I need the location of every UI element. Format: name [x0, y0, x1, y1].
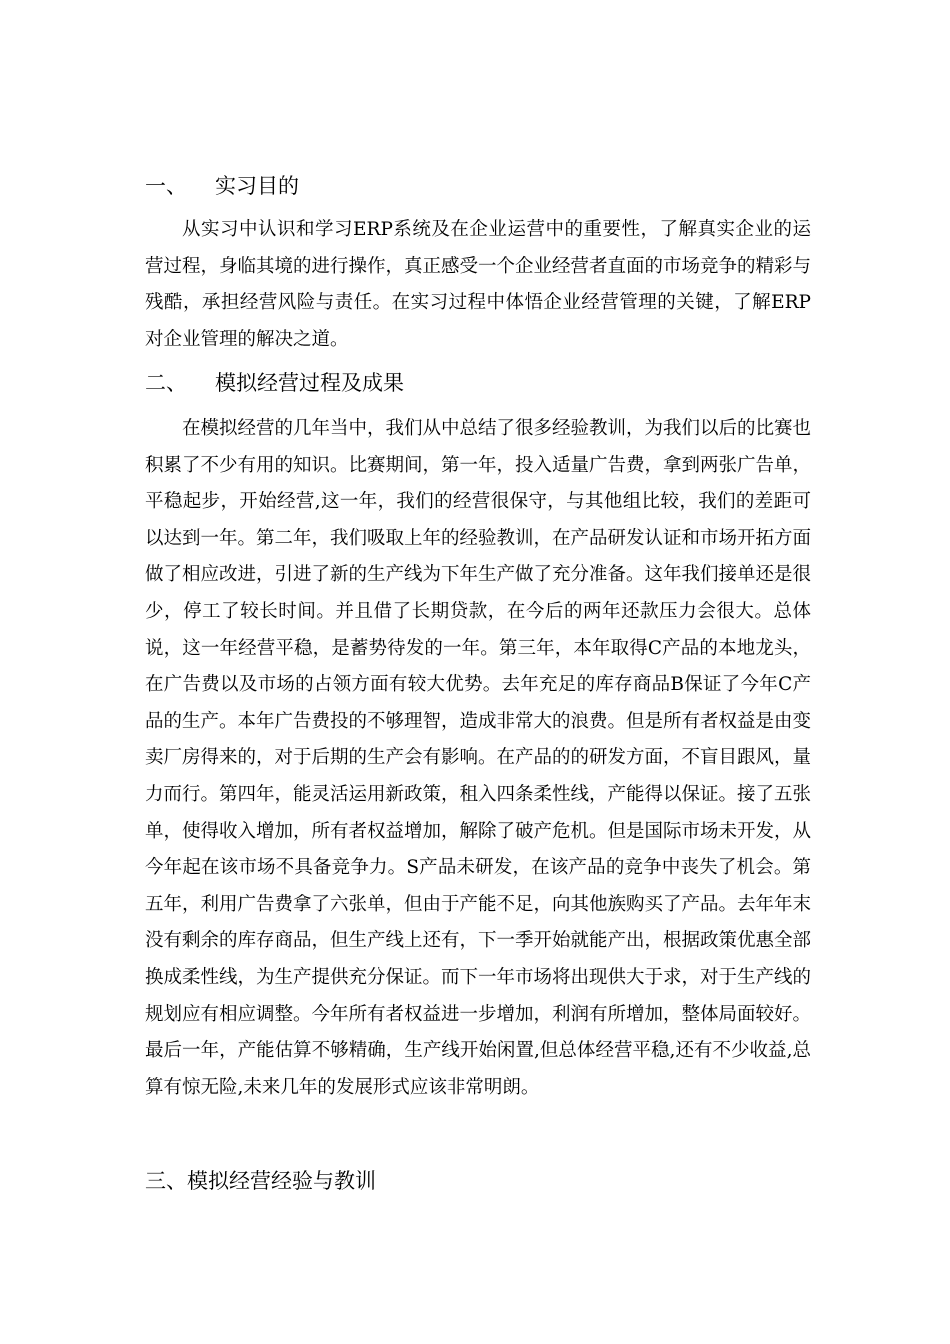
section-title-3: 模拟经营经验与教训 [187, 1169, 376, 1193]
section-title-2: 模拟经营过程及成果 [215, 371, 404, 395]
section-number-2: 二、 [145, 371, 187, 395]
section-paragraph-2: 在模拟经营的几年当中，我们从中总结了很多经验教训，为我们以后的比赛也积累了不少有用的知识。比赛期间，第一年，投入适量广告费，拿到两张广告单，平稳起步，开始经营,这一年，我们的经营很保守，与其他组比较，我们的差距可以达到一年。第二年，我们吸取上年的经验教训，在产品研发认证和市场开拓方面做了相应改进，引进了新的生产线为下年生产做了充分准备。这年我们接单还是很少，停工了较长时间。并且借了长期贷款，在今后的两年还款压力会很大。总体说，这一年经营平稳，是蓄势待发的一年。第三年，本年取得C产品的本地龙头，在广告费以及市场的占领方面有较大优势。去年充足的库存商品B保证了今年C产品的生产。本年广告费投的不够理智，造成非常大的浪费。但是所有者权益是由变卖厂房得来的，对于后期的生产会有影响。在产品的的研发方面，不盲目跟风，量力而行。第四年，能灵活运用新政策，租入四条柔性线，产能得以保证。接了五张单，使得收入增加，所有者权益增加，解除了破产危机。但是国际市场未开发，从今年起在该市场不具备竞争力。S产品未研发，在该产品的竞争中丧失了机会。第五年，利用广告费拿了六张单，但由于产能不足，向其他族购买了产品。去年年末没有剩余的库存商品，但生产线上还有，下一季开始就能产出，根据政策优惠全部换成柔性线，为生产提供充分保证。而下一年市场将出现供大于求，对于生产线的规划应有相应调整。今年所有者权益进一步增加，利润有所增加，整体局面较好。最后一年，产能估算不够精确，生产线开始闲置,但总体经营平稳,还有不少收益,总算有惊无险,未来几年的发展形式应该非常明朗。 [145, 418, 812, 1098]
section-heading-1 [145, 171, 299, 201]
section-paragraph-1: 从实习中认识和学习ERP系统及在企业运营中的重要性，了解真实企业的运营过程，身临其境的进行操作，真正感受一个企业经营者直面的市场竞争的精彩与残酷，承担经营风险与责任。在实习过程中体悟企业经营管理的关键，了解ERP对企业管理的解决之道。 [145, 219, 812, 350]
section-heading-3 [145, 1166, 376, 1196]
section-heading-2 [145, 368, 404, 398]
section-number-3: 三、 [145, 1169, 187, 1193]
section-title-1: 实习目的 [215, 174, 299, 198]
section-number-1: 一、 [145, 174, 187, 198]
